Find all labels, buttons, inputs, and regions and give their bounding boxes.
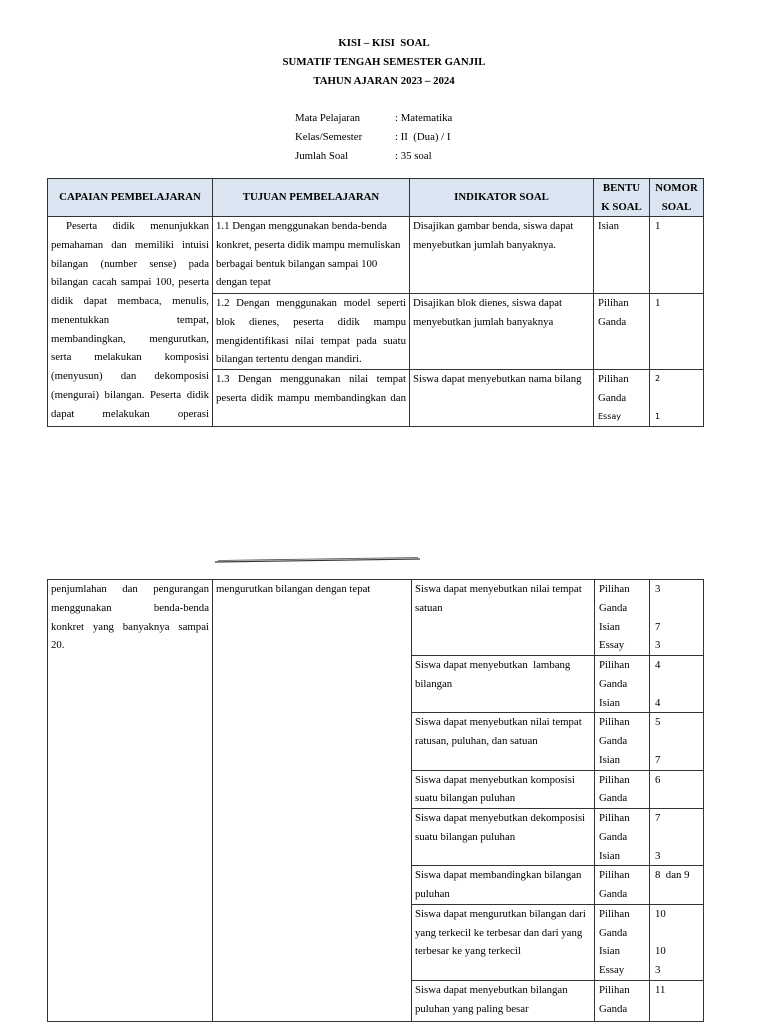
- capaian-line: konkret yang banyaknya sampai: [51, 620, 209, 633]
- nomor-soal-cell: [650, 770, 704, 809]
- bentuk-soal-cell: [595, 580, 650, 656]
- nomor-soal-cell: [650, 217, 704, 294]
- tujuan-line: blok dienes, peserta didik mampu: [216, 315, 406, 328]
- indikator-cell: [412, 580, 595, 656]
- info-row-class: [295, 128, 452, 147]
- indikator-cell: [412, 980, 595, 1021]
- info-block: [295, 109, 452, 166]
- kisi-table-part-1: [47, 178, 704, 427]
- header-bentuk-soal: [594, 179, 650, 217]
- info-value: : 35 soal: [395, 149, 432, 162]
- nomor-soal-cell: [650, 713, 704, 770]
- nomor-soal-cell: [650, 370, 704, 427]
- indikator-line: Siswa dapat membandingkan bilangan: [415, 869, 582, 882]
- nomor-item: 4: [655, 696, 661, 709]
- indikator-line: yang terkecil ke terbesar dan dari yang: [415, 926, 583, 939]
- header-line: NOMOR: [655, 182, 698, 194]
- bentuk-soal-cell: [595, 713, 650, 770]
- nomor-item: 7: [655, 812, 661, 824]
- indikator-line: puluhan yang paling besar: [415, 1002, 529, 1015]
- indikator-cell: [412, 770, 595, 809]
- header-line: SOAL: [661, 200, 692, 213]
- capaian-line: Peserta didik menunjukkan: [66, 220, 209, 232]
- capaian-cell: [48, 217, 213, 427]
- indikator-line: menyebutkan jumlah banyaknya.: [413, 238, 557, 251]
- nomor-item: 3: [655, 849, 661, 862]
- capaian-cell: [48, 580, 213, 1022]
- nomor-item: 1: [655, 220, 661, 232]
- nomor-item: 8 dan 9: [655, 869, 690, 882]
- nomor-item: 3: [655, 583, 661, 595]
- capaian-line: pemahaman dan memiliki intuisi: [51, 238, 209, 251]
- kisi-table-part-2: [47, 579, 704, 1022]
- bentuk-item: Essay: [599, 639, 625, 652]
- capaian-line: menentukkan tempat,: [51, 313, 209, 326]
- bentuk-item: Isian: [599, 849, 620, 862]
- indikator-cell: [410, 370, 594, 427]
- bentuk-soal-cell: [595, 866, 650, 905]
- indikator-cell: [412, 656, 595, 713]
- nomor-item: 10: [655, 945, 666, 958]
- header-line: K SOAL: [601, 200, 642, 213]
- nomor-soal-cell: [650, 980, 704, 1021]
- nomor-item: 4: [655, 659, 661, 671]
- capaian-line: membandingkan, mengurutkan,: [51, 332, 209, 345]
- indikator-cell: [412, 904, 595, 980]
- nomor-item: 11: [655, 983, 666, 996]
- indikator-line: Siswa dapat menyebutkan dekomposisi: [415, 812, 586, 824]
- nomor-item: 10: [655, 907, 666, 920]
- nomor-soal-cell: [650, 866, 704, 905]
- capaian-line: 20.: [51, 639, 65, 652]
- bentuk-item: Essay: [599, 964, 625, 976]
- tujuan-cell: [213, 294, 410, 370]
- tujuan-cell: [213, 580, 412, 1022]
- indikator-line: ratusan, puluhan, dan satuan: [415, 735, 538, 747]
- bentuk-soal-cell: [594, 217, 650, 294]
- nomor-item: 1: [655, 297, 661, 309]
- tujuan-line: bilangan tertentu dengan mandiri.: [216, 353, 362, 366]
- table-header-row: [48, 179, 704, 217]
- indikator-line: Siswa dapat menyebutkan lambang: [415, 659, 571, 671]
- indikator-line: Siswa dapat menyebutkan komposisi: [415, 773, 575, 786]
- indikator-line: menyebutkan jumlah banyaknya: [413, 315, 554, 328]
- bentuk-item: Isian: [599, 753, 620, 766]
- header-line: BENTU: [602, 182, 641, 194]
- bentuk-item: Pilihan Ganda: [599, 659, 630, 690]
- tujuan-line: 1.2 Dengan menggunakan model seperti: [216, 297, 406, 309]
- indikator-line: Disajikan blok dienes, siswa dapat: [413, 297, 563, 309]
- header-capaian: CAPAIAN PEMBELAJARAN: [48, 179, 213, 217]
- indikator-line: Siswa dapat menyebutkan nama bilang: [413, 373, 582, 385]
- nomor-soal-cell: [650, 809, 704, 866]
- bentuk-soal-cell: [595, 809, 650, 866]
- nomor-item: 1: [655, 411, 661, 421]
- info-label: Mata Pelajaran: [295, 111, 361, 124]
- bentuk-item: Pilihan Ganda: [599, 869, 630, 900]
- document-title: KISI – KISI SOAL: [338, 37, 430, 49]
- table-row: [48, 217, 704, 294]
- bentuk-item: Pilihan Ganda: [598, 373, 629, 404]
- indikator-line: bilangan: [415, 677, 453, 690]
- nomor-item: 5: [655, 716, 661, 729]
- bentuk-item: Pilihan Ganda: [599, 812, 630, 843]
- bentuk-item: Pilihan Ganda: [599, 983, 630, 1015]
- indikator-cell: [412, 866, 595, 905]
- bentuk-item: Isian: [598, 220, 619, 232]
- table-row: [48, 580, 704, 656]
- document-header: [0, 34, 768, 91]
- nomor-item: 7: [655, 620, 661, 633]
- nomor-item: 3: [655, 639, 661, 652]
- header-tujuan: TUJUAN PEMBELAJARAN: [213, 179, 410, 217]
- tujuan-line: mengurutkan bilangan dengan tepat: [216, 583, 371, 595]
- capaian-line: didik dapat membaca, menulis,: [51, 295, 209, 307]
- nomor-soal-cell: [650, 294, 704, 370]
- bentuk-soal-cell: [594, 370, 650, 427]
- indikator-line: Disajikan gambar benda, siswa dapat: [413, 220, 574, 232]
- bentuk-item: Isian: [599, 696, 620, 709]
- nomor-soal-cell: [650, 904, 704, 980]
- indikator-cell: [410, 294, 594, 370]
- indikator-line: suatu bilangan puluhan: [415, 830, 516, 843]
- capaian-line: serta melakukan komposisi: [51, 351, 209, 364]
- capaian-line: (mengurai) bilangan. Peserta didik: [51, 388, 209, 401]
- bentuk-soal-cell: [595, 770, 650, 809]
- nomor-item: 3: [655, 964, 661, 976]
- bentuk-item: Pilihan Ganda: [599, 907, 630, 939]
- bentuk-soal-cell: [595, 656, 650, 713]
- info-row-question-count: [295, 147, 452, 166]
- tujuan-line: dengan tepat: [216, 276, 271, 289]
- indikator-cell: [412, 713, 595, 770]
- info-label: Kelas/Semester: [295, 130, 363, 143]
- tujuan-line: 1.1 Dengan menggunakan benda-benda: [216, 220, 387, 232]
- bentuk-soal-cell: [595, 980, 650, 1021]
- info-row-subject: [295, 109, 452, 128]
- info-label: Jumlah Soal: [295, 149, 349, 162]
- indikator-line: Siswa dapat menyebutkan nilai tempat: [415, 716, 582, 729]
- tujuan-line: mengidentifikasi nilai tempat pada suatu: [216, 334, 406, 347]
- indikator-line: puluhan: [415, 888, 450, 900]
- indikator-line: terbesar ke yang terkecil: [415, 945, 521, 958]
- capaian-line: (menyusun) dan dekomposisi: [51, 370, 209, 382]
- capaian-line: bilangan cacah sampai 100, peserta: [51, 276, 209, 289]
- bentuk-item: Pilihan Ganda: [599, 583, 630, 614]
- capaian-line: penjumlahan dan pengurangan: [51, 583, 209, 595]
- tujuan-line: berbagai bentuk bilangan sampai 100: [216, 257, 378, 270]
- nomor-item: 7: [655, 753, 661, 766]
- tujuan-cell: [213, 217, 410, 294]
- bentuk-item: Pilihan Ganda: [599, 773, 630, 805]
- bentuk-item: Isian: [599, 945, 620, 958]
- bentuk-item: Pilihan Ganda: [599, 716, 630, 747]
- info-value: : II (Dua) / I: [395, 130, 451, 143]
- indikator-line: suatu bilangan puluhan: [415, 792, 516, 805]
- header-nomor-soal: [650, 179, 704, 217]
- nomor-item: 2: [655, 374, 661, 383]
- header-indikator: INDIKATOR SOAL: [410, 179, 594, 217]
- bentuk-soal-cell: [595, 904, 650, 980]
- capaian-line: bilangan (number sense) pada: [51, 257, 209, 270]
- nomor-soal-cell: [650, 656, 704, 713]
- indikator-line: Siswa dapat menyebutkan nilai tempat: [415, 583, 582, 595]
- indikator-line: satuan: [415, 601, 443, 614]
- document-subtitle: SUMATIF TENGAH SEMESTER GANJIL: [282, 56, 486, 68]
- bentuk-soal-cell: [594, 294, 650, 370]
- tujuan-line: konkret, peserta didik mampu memuliskan: [216, 238, 401, 251]
- capaian-line: menggunakan benda-benda: [51, 601, 209, 614]
- indikator-cell: [410, 217, 594, 294]
- tujuan-line: peserta didik mampu membandingkan dan: [216, 391, 406, 404]
- tujuan-line: 1.3 Dengan menggunakan nilai tempat: [216, 373, 406, 385]
- nomor-item: 6: [655, 773, 661, 786]
- bentuk-item: Isian: [599, 620, 620, 633]
- indikator-cell: [412, 809, 595, 866]
- bentuk-item: Essay: [598, 411, 622, 421]
- indikator-line: Siswa dapat mengurutkan bilangan dari: [415, 907, 586, 920]
- nomor-soal-cell: [650, 580, 704, 656]
- bentuk-item: Pilihan Ganda: [598, 297, 629, 328]
- indikator-line: Siswa dapat menyebutkan bilangan: [415, 983, 568, 996]
- page-break-line: [212, 554, 424, 566]
- academic-year: TAHUN AJARAN 2023 – 2024: [313, 75, 455, 87]
- capaian-line: dapat melakukan operasi: [51, 407, 209, 420]
- tujuan-cell: [213, 370, 410, 427]
- info-value: : Matematika: [395, 111, 453, 124]
